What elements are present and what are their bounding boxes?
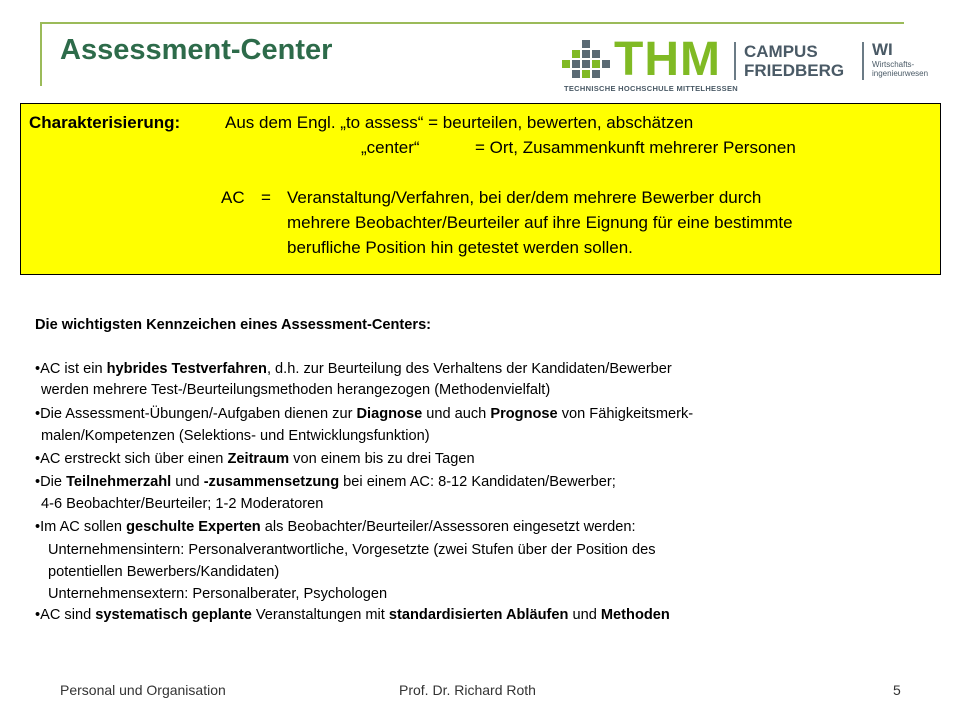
bullet-5-cont2: potentiellen Bewerbers/Kandidaten) — [48, 564, 280, 580]
bullet-1: •AC ist ein hybrides Testverfahren, d.h. zur Beurteilung des Verhaltens der Kandidaten/Bewerber — [35, 361, 672, 377]
logo-divider-2 — [862, 42, 864, 80]
logo-divider — [734, 42, 736, 80]
thm-logo — [562, 33, 942, 100]
definition-label: Charakterisierung: — [29, 113, 181, 132]
definition-ac-line3: berufliche Position hin getestet werden sollen. — [287, 238, 633, 257]
campus-line1: CAMPUS — [744, 42, 818, 61]
bullet-5: •Im AC sollen geschulte Experten als Beobachter/Beurteiler/Assessoren eingesetzt werden: — [35, 519, 636, 535]
footer-page-number: 5 — [893, 682, 901, 698]
campus-line2: FRIEDBERG — [744, 61, 845, 80]
bullet-2: •Die Assessment-Übungen/-Aufgaben dienen zur Diagnose und auch Prognose von Fähigkeitsmerk- — [35, 406, 694, 422]
definition-line1: Aus dem Engl. „to assess“ = beurteilen, bewerten, abschätzen — [225, 113, 694, 132]
bullet-5-cont3: Unternehmensextern: Personalberater, Psychologen — [48, 586, 388, 602]
dept-line1: Wirtschafts- — [872, 60, 915, 69]
bullet-6: •AC sind systematisch geplante Veranstaltungen mit standardisierten Abläufen und Methoden — [35, 607, 670, 623]
main-heading: Die wichtigsten Kennzeichen eines Assessment-Centers: — [35, 317, 432, 333]
footer-author: Prof. Dr. Richard Roth — [399, 682, 536, 698]
bullet-3: •AC erstreckt sich über einen Zeitraum von einem bis zu drei Tagen — [35, 451, 475, 467]
definition-box — [20, 103, 941, 275]
footer-course: Personal und Organisation — [60, 682, 226, 698]
thm-wordmark: THM — [614, 33, 721, 86]
header-left-rule — [40, 22, 42, 86]
dept-label: WI — [872, 40, 893, 59]
definition-center-term: „center“ — [361, 138, 420, 157]
header-top-rule — [40, 22, 904, 24]
definition-center-def: = Ort, Zusammenkunft mehrerer Personen — [475, 138, 796, 157]
dept-line2: ingenieurwesen — [872, 69, 929, 78]
dept-subtitle — [872, 60, 928, 78]
thm-subtitle: TECHNISCHE HOCHSCHULE MITTELHESSEN — [564, 84, 738, 93]
definition-ac-line1: Veranstaltung/Verfahren, bei der/dem mehrere Bewerber durch — [287, 188, 762, 207]
bullet-4-cont: 4-6 Beobachter/Beurteiler; 1-2 Moderatoren — [41, 496, 324, 512]
bullet-5-cont1: Unternehmensintern: Personalverantwortliche, Vorgesetzte (zwei Stufen über der Position des — [48, 542, 656, 558]
definition-ac-eq: = — [261, 188, 271, 207]
thm-grid-icon — [562, 40, 610, 80]
definition-ac-line2: mehrere Beobachter/Beurteiler auf ihre Eignung für eine bestimmte — [287, 213, 793, 232]
bullet-1-cont: werden mehrere Test-/Beurteilungsmethoden herangezogen (Methodenvielfalt) — [41, 382, 551, 398]
bullet-4: •Die Teilnehmerzahl und -zusammensetzung bei einem AC: 8-12 Kandidaten/Bewerber; — [35, 474, 616, 490]
definition-ac-term: AC — [221, 188, 245, 207]
page-title: Assessment-Center — [60, 34, 333, 66]
bullet-2-cont: malen/Kompetenzen (Selektions- und Entwicklungsfunktion) — [41, 428, 430, 444]
campus-label — [744, 42, 844, 80]
